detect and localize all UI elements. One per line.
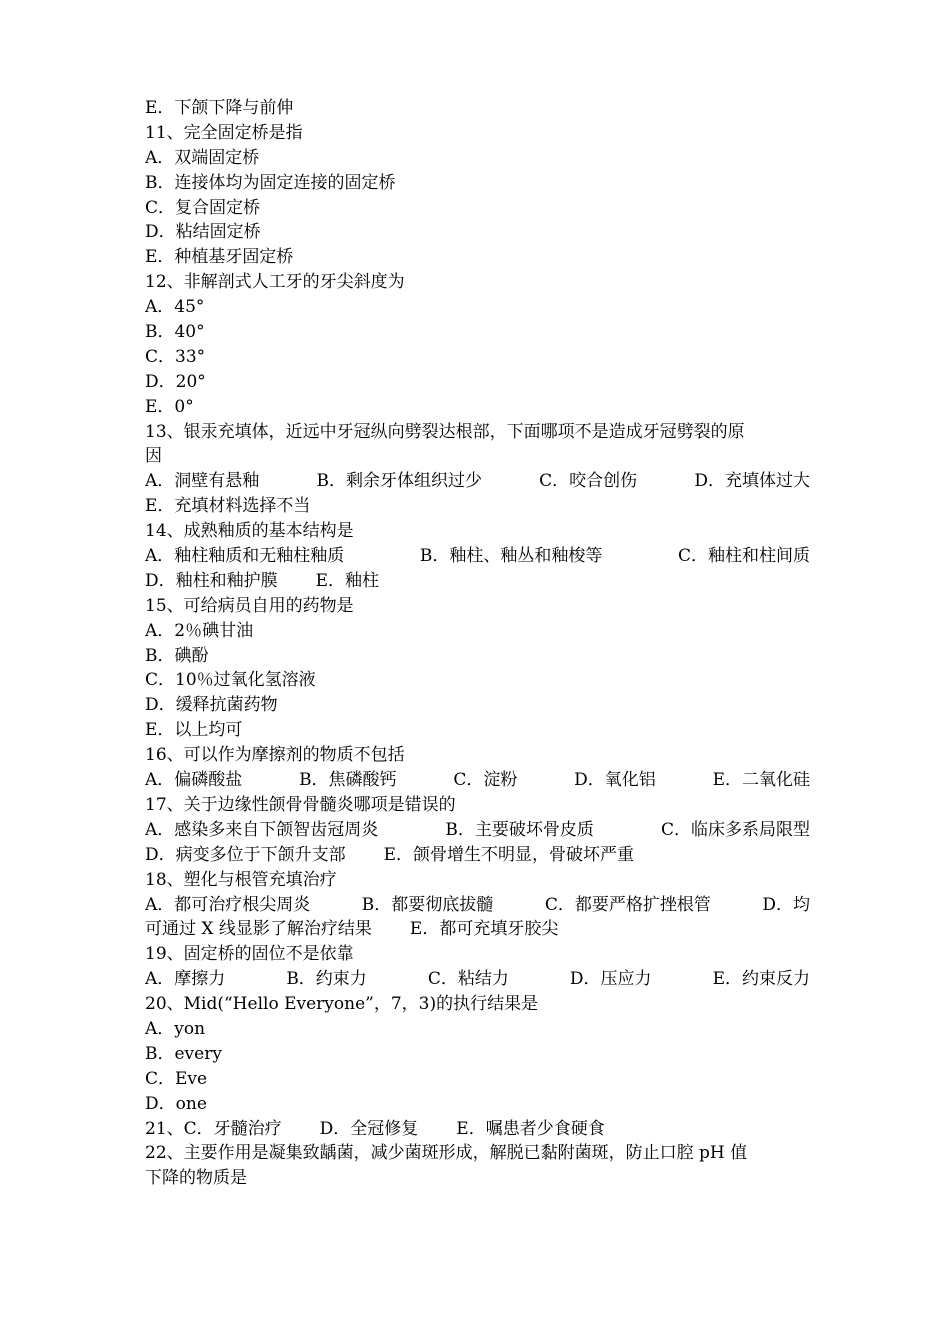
option: A．感染多来自下颌智齿冠周炎: [145, 819, 379, 840]
option-row: [145, 967, 810, 992]
option-line: E．以上均可: [145, 720, 243, 741]
option: B．釉柱、釉丛和釉梭等: [419, 546, 603, 567]
option-line: C．10％过氧化氢溶液: [145, 670, 316, 691]
option-line: A．双端固定桥: [145, 147, 260, 168]
option-row: [145, 818, 810, 843]
option: D．病变多位于下颌升支部: [145, 844, 346, 865]
option-line: B．连接体均为固定连接的固定桥: [145, 172, 396, 193]
option-row: [145, 469, 810, 494]
option: 可通过 X 线显影了解治疗结果: [145, 919, 372, 940]
option: A．釉柱釉质和无釉柱釉质: [145, 546, 345, 567]
option-line: A．2％碘甘油: [145, 620, 254, 641]
option-row: [145, 843, 810, 868]
option-row: [145, 893, 810, 918]
option: A．摩擦力: [145, 969, 226, 990]
option: B．约束力: [286, 969, 367, 990]
question-text: [145, 96, 810, 1191]
question-17: 17、关于边缘性颌骨骨髓炎哪项是错误的: [145, 794, 456, 815]
option-line: B．碘酚: [145, 645, 209, 666]
option-line: D．缓释抗菌药物: [145, 695, 278, 716]
option: C．粘结力: [427, 969, 509, 990]
question-22-continued: 下降的物质是: [145, 1168, 247, 1189]
option: D．全冠修复: [319, 1118, 419, 1139]
question-13-continued: 因: [145, 446, 162, 467]
option-line: A．yon: [145, 1018, 206, 1039]
question-18: 18、塑化与根管充填治疗: [145, 869, 337, 890]
option-line: E．0°: [145, 396, 194, 417]
option: E．二氧化硅: [712, 770, 810, 791]
option: E．都可充填牙胶尖: [409, 919, 559, 940]
question-16: 16、可以作为摩擦剂的物质不包括: [145, 745, 405, 766]
option: C．釉柱和柱间质: [677, 546, 810, 567]
option: C．都要严格扩挫根管: [544, 894, 711, 915]
question-20: 20、Mid(“Hello Everyone”，7，3)的执行结果是: [145, 994, 539, 1015]
option-line: A．45°: [145, 297, 205, 318]
option: D．压应力: [569, 969, 652, 990]
option-row: [145, 917, 810, 942]
option-line: D．粘结固定桥: [145, 222, 261, 243]
option: B．焦磷酸钙: [299, 770, 397, 791]
option: A．偏磷酸盐: [145, 770, 243, 791]
option-line: D．20°: [145, 371, 206, 392]
option-row: [145, 768, 810, 793]
option: A．洞壁有悬釉: [145, 471, 260, 492]
question-11: 11、完全固定桥是指: [145, 122, 303, 143]
option-row: [145, 544, 810, 569]
question-21: [145, 1117, 810, 1142]
option: C．临床多系局限型: [660, 819, 810, 840]
option-line: D．one: [145, 1093, 207, 1114]
option: D．均: [762, 894, 810, 915]
option: D．充填体过大: [694, 471, 810, 492]
question-13: 13、银汞充填体，近远中牙冠纵向劈裂达根部，下面哪项不是造成牙冠劈裂的原: [145, 421, 745, 442]
option-line: B．40°: [145, 322, 205, 343]
option-line: C．复合固定桥: [145, 197, 261, 218]
option-line: E．种植基牙固定桥: [145, 247, 294, 268]
option: C．咬合创伤: [539, 471, 638, 492]
question-19: 19、固定桥的固位不是依靠: [145, 944, 354, 965]
question-14: 14、成熟釉质的基本结构是: [145, 521, 354, 542]
option: E．约束反力: [712, 969, 810, 990]
option: D．釉柱和釉护膜: [145, 570, 278, 591]
option: C．淀粉: [453, 770, 518, 791]
option: A．都可治疗根尖周炎: [145, 894, 311, 915]
option-line: E．充填材料选择不当: [145, 496, 311, 517]
option-line: B．every: [145, 1043, 222, 1064]
question-22: 22、主要作用是凝集致龋菌，减少菌斑形成，解脱已黏附菌斑，防止口腔 pH 值: [145, 1143, 748, 1164]
option: B．剩余牙体组织过少: [316, 471, 482, 492]
option-line: C．Eve: [145, 1068, 208, 1089]
option: E．嘱患者少食硬食: [456, 1118, 605, 1139]
question-12: 12、非解剖式人工牙的牙尖斜度为: [145, 272, 405, 293]
question-15: 15、可给病员自用的药物是: [145, 595, 354, 616]
option-line: C．33°: [145, 346, 206, 367]
option: B．都要彻底拔髓: [361, 894, 494, 915]
option-row: [145, 569, 810, 594]
text-line: E．下颌下降与前伸: [145, 98, 294, 118]
option: E．颌骨增生不明显，骨破坏严重: [383, 844, 635, 865]
option: 21、C．牙髓治疗: [145, 1118, 282, 1139]
option: B．主要破坏骨皮质: [445, 819, 594, 840]
option: E．釉柱: [315, 570, 380, 591]
option: D．氧化铝: [574, 770, 656, 791]
